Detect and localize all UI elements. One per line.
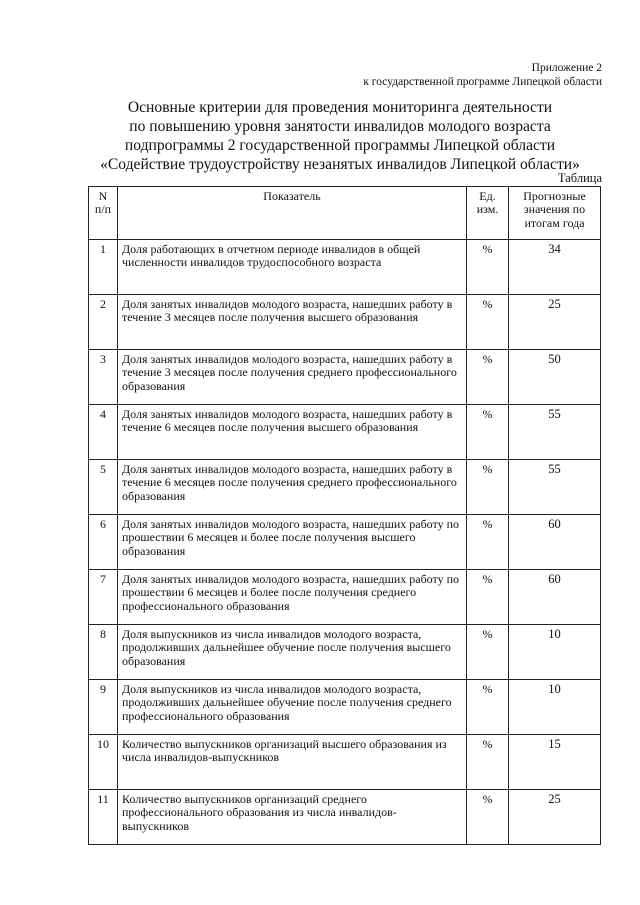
criteria-table bbox=[88, 186, 601, 845]
row-unit: % bbox=[467, 625, 509, 680]
row-indicator: Доля занятых инвалидов молодого возраста, нашедших работу в течение 3 месяцев после получения среднего профессионального образования bbox=[118, 350, 467, 405]
table-header-row bbox=[89, 187, 601, 240]
row-value: 10 bbox=[509, 680, 601, 735]
row-indicator: Доля занятых инвалидов молодого возраста, нашедших работу по прошествии 6 месяцев и более после получения высшего образования bbox=[118, 515, 467, 570]
row-value: 25 bbox=[509, 295, 601, 350]
header-num: N п/п bbox=[89, 187, 118, 240]
row-unit: % bbox=[467, 735, 509, 790]
appendix-note bbox=[363, 61, 602, 89]
row-value: 60 bbox=[509, 570, 601, 625]
row-indicator: Доля занятых инвалидов молодого возраста, нашедших работу в течение 6 месяцев после получения среднего профессионального образования bbox=[118, 460, 467, 515]
row-unit: % bbox=[467, 295, 509, 350]
table-row bbox=[89, 295, 601, 350]
title-line-2: по повышению уровня занятости инвалидов молодого возраста bbox=[129, 118, 551, 135]
row-num: 3 bbox=[89, 350, 118, 405]
row-num: 2 bbox=[89, 295, 118, 350]
table-row bbox=[89, 350, 601, 405]
row-indicator: Доля выпускников из числа инвалидов молодого возраста, продолживших дальнейшее обучение после получения высшего образования bbox=[118, 625, 467, 680]
row-unit: % bbox=[467, 570, 509, 625]
table-label: Таблица bbox=[557, 171, 602, 185]
row-value: 10 bbox=[509, 625, 601, 680]
table-row bbox=[89, 625, 601, 680]
row-num: 7 bbox=[89, 570, 118, 625]
header-indicator: Показатель bbox=[118, 187, 467, 240]
row-num: 6 bbox=[89, 515, 118, 570]
title-line-3: подпрограммы 2 государственной программы Липецкой области bbox=[124, 137, 556, 154]
row-num: 1 bbox=[89, 240, 118, 295]
row-indicator: Доля занятых инвалидов молодого возраста, нашедших работу по прошествии 6 месяцев и более после получения среднего профессионального образования bbox=[118, 570, 467, 625]
header-unit: Ед. изм. bbox=[467, 187, 509, 240]
table-row bbox=[89, 570, 601, 625]
table-row bbox=[89, 515, 601, 570]
row-value: 55 bbox=[509, 405, 601, 460]
row-value: 60 bbox=[509, 515, 601, 570]
row-num: 11 bbox=[89, 790, 118, 845]
row-unit: % bbox=[467, 790, 509, 845]
row-unit: % bbox=[467, 240, 509, 295]
row-unit: % bbox=[467, 405, 509, 460]
row-num: 10 bbox=[89, 735, 118, 790]
title-line-4: «Содействие трудоустройству незанятых инвалидов Липецкой области» bbox=[100, 156, 580, 173]
row-value: 15 bbox=[509, 735, 601, 790]
row-unit: % bbox=[467, 680, 509, 735]
title-line-1: Основные критерии для проведения мониторинга деятельности bbox=[127, 99, 553, 116]
row-unit: % bbox=[467, 460, 509, 515]
row-unit: % bbox=[467, 350, 509, 405]
table-row bbox=[89, 405, 601, 460]
table-row bbox=[89, 240, 601, 295]
row-value: 25 bbox=[509, 790, 601, 845]
document-title bbox=[80, 98, 600, 174]
table-row bbox=[89, 680, 601, 735]
row-value: 34 bbox=[509, 240, 601, 295]
row-num: 4 bbox=[89, 405, 118, 460]
appendix-line-2: к государственной программе Липецкой области bbox=[363, 76, 602, 88]
row-indicator: Количество выпускников организаций среднего профессионального образования из числа инвалидов-выпускников bbox=[118, 790, 467, 845]
row-indicator: Доля занятых инвалидов молодого возраста, нашедших работу в течение 3 месяцев после получения высшего образования bbox=[118, 295, 467, 350]
table-row bbox=[89, 460, 601, 515]
row-num: 5 bbox=[89, 460, 118, 515]
row-indicator: Доля занятых инвалидов молодого возраста, нашедших работу в течение 6 месяцев после получения высшего образования bbox=[118, 405, 467, 460]
table-row bbox=[89, 790, 601, 845]
appendix-line-1: Приложение 2 bbox=[531, 62, 602, 74]
row-indicator: Доля работающих в отчетном периоде инвалидов в общей численности инвалидов трудоспособного возраста bbox=[118, 240, 467, 295]
row-value: 50 bbox=[509, 350, 601, 405]
row-indicator: Количество выпускников организаций высшего образования из числа инвалидов-выпускников bbox=[118, 735, 467, 790]
row-num: 8 bbox=[89, 625, 118, 680]
table-row bbox=[89, 735, 601, 790]
header-value: Прогнозные значения по итогам года bbox=[509, 187, 601, 240]
row-value: 55 bbox=[509, 460, 601, 515]
row-unit: % bbox=[467, 515, 509, 570]
row-num: 9 bbox=[89, 680, 118, 735]
row-indicator: Доля выпускников из числа инвалидов молодого возраста, продолживших дальнейшее обучение после получения среднего профессионального образования bbox=[118, 680, 467, 735]
